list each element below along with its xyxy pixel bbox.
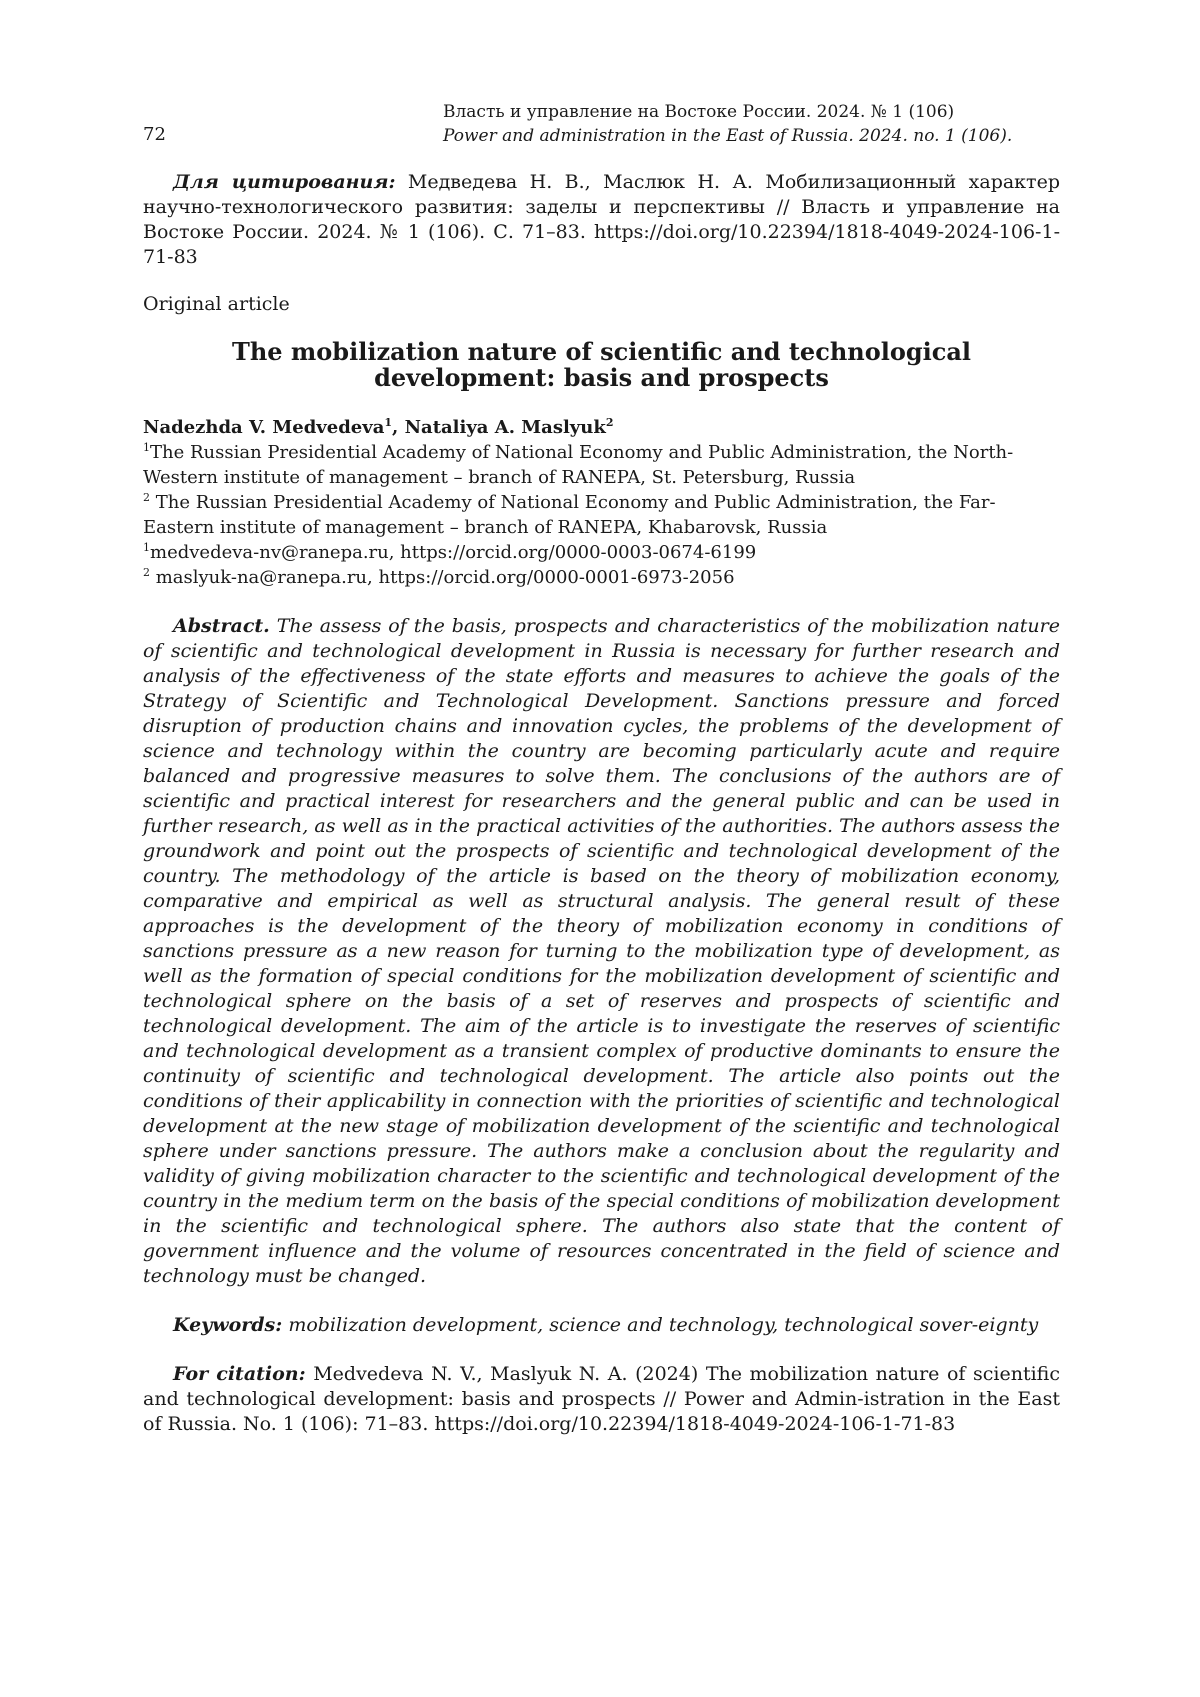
author-sup: 1 [384, 416, 393, 429]
abstract-label: Abstract. [173, 615, 270, 637]
contact-text: maslyuk-na@ranepa.ru, https://orcid.org/0000-0001-6973-2056 [150, 567, 735, 588]
author-sup: 2 [605, 416, 614, 429]
affiliation-1 [143, 440, 1060, 490]
journal-info [443, 100, 1012, 148]
citation-ru-text: Медведева Н. В., Маслюк Н. А. Мобилизационный характер научно-технологического развития: заделы и перспективы // Власть и управление на Востоке России. 2024. № 1 (106). С. 71–83. https://doi.org/10.22394/1818-4049-2024-106-1-71-83 [143, 171, 1060, 268]
contact-text: medvedeva-nv@ranepa.ru, https://orcid.org/0000-0003-0674-6199 [150, 542, 757, 563]
journal-title-ru: Власть и управление на Востоке России. 2024. № 1 (106) [443, 102, 955, 122]
running-header [143, 96, 1060, 146]
article-body [143, 170, 1060, 1437]
contact-sup: 2 [143, 566, 150, 579]
author-contact-1 [143, 540, 1060, 565]
affiliation-text: The Russian Presidential Academy of National Economy and Public Administration, the Far-Eastern institute of management – branch of RANEPA, Khabarovsk, Russia [143, 492, 996, 538]
citation-en-text: Medvedeva N. V., Maslyuk N. A. (2024) The mobilization nature of scientific and technological development: basis and prospects // Power and Admin-istration in the East of Russia. No. 1 (106): 71–83. https://doi.org/10.22394/1818-4049-2024-106-1-71-83 [143, 1363, 1060, 1435]
author-separator: , [392, 417, 405, 438]
author-name: Nadezhda V. Medvedeva [143, 417, 385, 438]
article-title: The mobilization nature of scientific and technological development: basis and prospects [231, 337, 972, 392]
affiliation-2 [143, 490, 1060, 540]
keywords-label: Keywords: [173, 1314, 283, 1336]
citation-ru-label: Для цитирования: [173, 171, 396, 193]
affiliation-sup: 2 [143, 491, 150, 504]
author-contact-2 [143, 565, 1060, 590]
abstract-text: The assess of the basis, prospects and characteristics of the mobilization nature of scientific and technological development in Russia is necessary for further research and analysis of the effectiveness of the state efforts and measures to achieve the goals of the Strategy of Scientific and Technological Development. Sanctions pressure and forced disruption of production chains and innovation cycles, the problems of the development of science and technology within the country are becoming particularly acute and require balanced and progressive measures to solve them. The conclusions of the authors are of scientific and practical interest for researchers and the general public and can be used in further research, as well as in the practical activities of the authorities. The authors assess the groundwork and point out the prospects of scientific and technological development of the country. The methodology of the article is based on the theory of mobilization economy, comparative and empirical as well as structural analysis. The general result of these approaches is the development of the theory of mobilization economy in conditions of sanctions pressure as a new reason for turning to the mobilization type of development, as well as the formation of special conditions for the mobilization development of scientific and technological sphere on the basis of a set of reserves and prospects of scientific and technological development. The aim of the article is to investigate the reserves of scientific and technological development as a transient complex of productive dominants to ensure the continuity of scientific and technological development. The article also points out the conditions of their applicability in connection with the priorities of scientific and technological development at the new stage of mobilization development of the scientific and technological sphere under sanctions pressure. The authors make a conclusion about the regularity and validity of giving mobilization character to the scientific and technological development of the country in the medium term on the basis of the special conditions of mobilization development in the scientific and technological sphere. The authors also state that the content of government influence and the volume of resources concentrated in the field of science and technology must be changed. [143, 615, 1060, 1287]
authors-line [143, 415, 1060, 440]
citation-en-label: For citation: [173, 1363, 306, 1385]
citation-ru [143, 170, 1060, 270]
author-name: Nataliya A. Maslyuk [404, 417, 606, 438]
affiliation-sup: 1 [143, 441, 150, 454]
journal-title-en: Power and administration in the East of Russia. 2024. no. 1 (106). [443, 126, 1013, 146]
contact-sup: 1 [143, 541, 150, 554]
affiliation-text: The Russian Presidential Academy of National Economy and Public Administration, the North-Western institute of management – branch of RANEPA, St. Petersburg, Russia [143, 442, 1014, 488]
keywords [143, 1313, 1060, 1338]
page-number: 72 [143, 124, 166, 145]
keywords-text: mobilization development, science and technology, technological sover-eignty [288, 1314, 1039, 1336]
abstract [143, 614, 1060, 1289]
article-type: Original article [143, 293, 290, 315]
citation-en [143, 1362, 1060, 1437]
